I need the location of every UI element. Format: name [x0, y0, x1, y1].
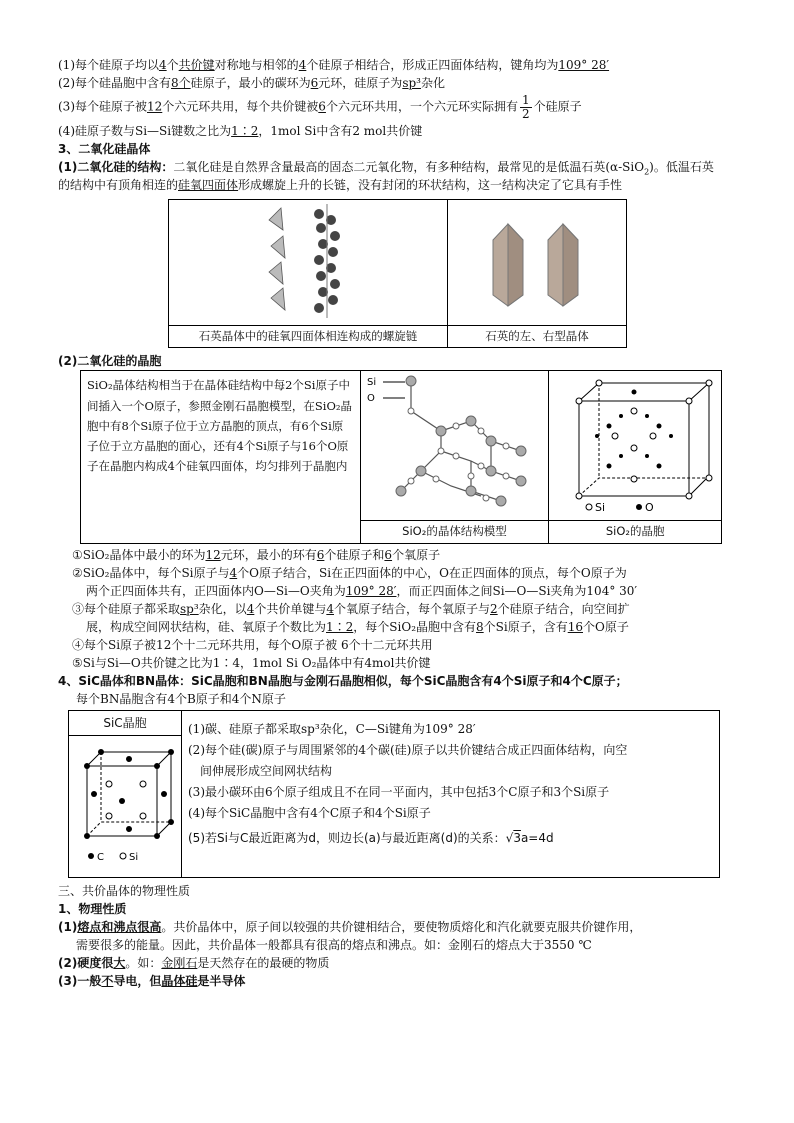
- sio2-model-illustration: [361, 371, 547, 515]
- si-point-4: (4)硅原子数与Si—Si键数之比为1∶2，1mol Si中含有2 mol共价键: [58, 124, 423, 139]
- section-heading-sic: 4、SiC晶体和BN晶体：SiC晶胞和BN晶胞与金刚石晶胞相似，每个SiC晶胞含有4个Si原子和4个C原子；: [58, 673, 628, 688]
- sio2-point-3b: 展，构成空间网状结构，硅、氧原子个数比为1∶2，每个SiO₂晶胞中含有8个Si原子，含有16个O原子: [86, 619, 629, 634]
- sio2-point-2a: ②SiO₂晶体中，每个Si原子与4个O原子结合，Si在正四面体的中心，O在正四面体的顶点，每个O原子为: [72, 565, 627, 580]
- si-point-3: (3)每个硅原子被12个六元环共用，每个共价键被6个六元环共用，一个六元环实际拥有 $\frac{1}{2}$ 个硅原子: [58, 93, 582, 121]
- phys-point-2: (2)硬度很大。如：金刚石是天然存在的最硬的物质: [58, 955, 330, 970]
- quartz-crystals-image: [448, 200, 627, 326]
- cell-legend-si: Si: [595, 501, 606, 515]
- quartz-crystals-caption: 石英的左、右型晶体: [448, 326, 627, 348]
- sio2-structure-paragraph: (1)二氧化硅的结构：二氧化硅是自然界含量最高的固态二元氧化物，有多种结构，最常见的是低温石英(α-SiO$_2$)。低温石英的结构中有顶角相连的硅氧四面体形成螺旋上升的长链，没有封闭的环状结构，这一结构决定了它具有手性: [58, 160, 714, 193]
- sic-note-1: (1)碳、硅原子都采取sp³杂化，C—Si键角为109° 28′: [188, 721, 476, 736]
- sic-legend-si: Si: [129, 851, 139, 863]
- si-point-2: (2)每个硅晶胞中含有8个硅原子，最小的碳环为6元环，硅原子为sp³杂化: [58, 76, 445, 90]
- sic-notes: [182, 710, 720, 877]
- sic-note-5: (5)若Si与C最近距离为d，则边长(a)与最近距离(d)的关系：√3a=4d: [188, 830, 554, 845]
- sio2-point-4: ④每个Si原子被12个十二元环共用，每个O原子被 6个十二元环共用: [72, 637, 433, 652]
- helix-chain-image: [169, 200, 448, 326]
- sic-cell-image: [69, 735, 182, 877]
- sic-note-3: (3)最小碳环由6个原子组成且不在同一平面内，其中包括3个C原子和3个Si原子: [188, 784, 610, 799]
- sio2-cell-illustration: [549, 371, 719, 515]
- sic-table: [68, 710, 720, 878]
- model-label-o: O: [366, 393, 375, 405]
- helix-chain-caption: 石英晶体中的硅氧四面体相连构成的螺旋链: [169, 326, 448, 348]
- sio2-point-2b: 两个正四面体共有，正四面体内O—Si—O夹角为109° 28′，而正四面体之间Si—O—Si夹角为104° 30′: [86, 583, 638, 598]
- quartz-crystals-illustration: [448, 200, 626, 320]
- sic-box-title: SiC晶胞: [69, 710, 182, 735]
- tetrahedra-column: [269, 208, 285, 310]
- sio2-cell-description: SiO₂晶体结构相当于在晶体硅结构中每2个Si原子中间插入一个O原子，参照金刚石晶胞模型，在SiO₂晶胞中有8个Si原子位于立方晶胞的顶点，有6个Si原子位于立方晶胞的面心，还有4个Si原子与16个O原子在晶胞内构成4个硅氧四面体，均匀排列于晶胞内: [81, 371, 361, 543]
- sio2-points: [58, 546, 718, 672]
- sio2-point-1: ①SiO₂晶体中最小的环为12元环，最小的环有6个硅原子和6个氧原子: [72, 547, 441, 562]
- phys-point-1a: (1)熔点和沸点很高。共价晶体中，原子间以较强的共价键相结合，要使物质熔化和汽化就要克服共价键作用，: [58, 919, 642, 934]
- section-heading-sic-cont: 每个BN晶胞含有4个B原子和4个N原子: [76, 691, 286, 706]
- section-heading-physical: 三、共价晶体的物理性质: [58, 883, 191, 898]
- si-point-1: (1)每个硅原子均以4个共价键对称地与相邻的4个硅原子相结合，形成正四面体结构，键角均为109° 28′: [58, 58, 610, 72]
- sio2-cell-image: [549, 371, 722, 521]
- sio2-cell-table: [80, 370, 722, 543]
- phys-point-3: (3)一般不导电，但晶体硅是半导体: [58, 973, 246, 988]
- phys-point-1b: 需要很多的能量。因此，共价晶体一般都具有很高的熔点和沸点。如：金刚石的熔点大于3550 ℃: [76, 937, 592, 952]
- helix-chain-illustration: [169, 200, 447, 320]
- fraction: $\frac{1}{2}$: [521, 93, 530, 121]
- sic-cell-illustration: [69, 736, 181, 872]
- sio2-model-caption: SiO₂的晶体结构模型: [360, 521, 549, 543]
- sic-note-2b: 间伸展形成空间网状结构: [200, 763, 333, 778]
- sic-note-2a: (2)每个硅(碳)原子与周围紧邻的4个碳(硅)原子以共价键结合成正四面体结构，向空: [188, 742, 628, 757]
- quartz-image-table: [168, 199, 627, 348]
- model-label-si: Si: [366, 377, 376, 389]
- sio2-point-3a: ③每个硅原子都采取sp³杂化，以4个共价单键与4个氧原子结合，每个氧原子与2个硅原子结合，向空间扩: [72, 601, 630, 616]
- sic-legend-c: C: [97, 851, 104, 863]
- sqrt-symbol: √3: [505, 830, 521, 845]
- document-page: [58, 56, 718, 990]
- sic-note-4: (4)每个SiC晶胞中含有4个C原子和4个Si原子: [188, 805, 431, 820]
- subsection-physical: 1、物理性质: [58, 901, 127, 916]
- section-heading-sio2: 3、二氧化硅晶体: [58, 142, 151, 157]
- sio2-point-5: ⑤Si与Si—O共价键之比为1∶4，1mol Si O₂晶体中有4mol共价键: [72, 655, 431, 670]
- sio2-cell-caption: SiO₂的晶胞: [549, 521, 722, 543]
- cell-legend-o: O: [645, 501, 655, 515]
- sio2-model-image: [360, 371, 549, 521]
- sio2-cell-heading: (2)二氧化硅的晶胞: [58, 354, 162, 369]
